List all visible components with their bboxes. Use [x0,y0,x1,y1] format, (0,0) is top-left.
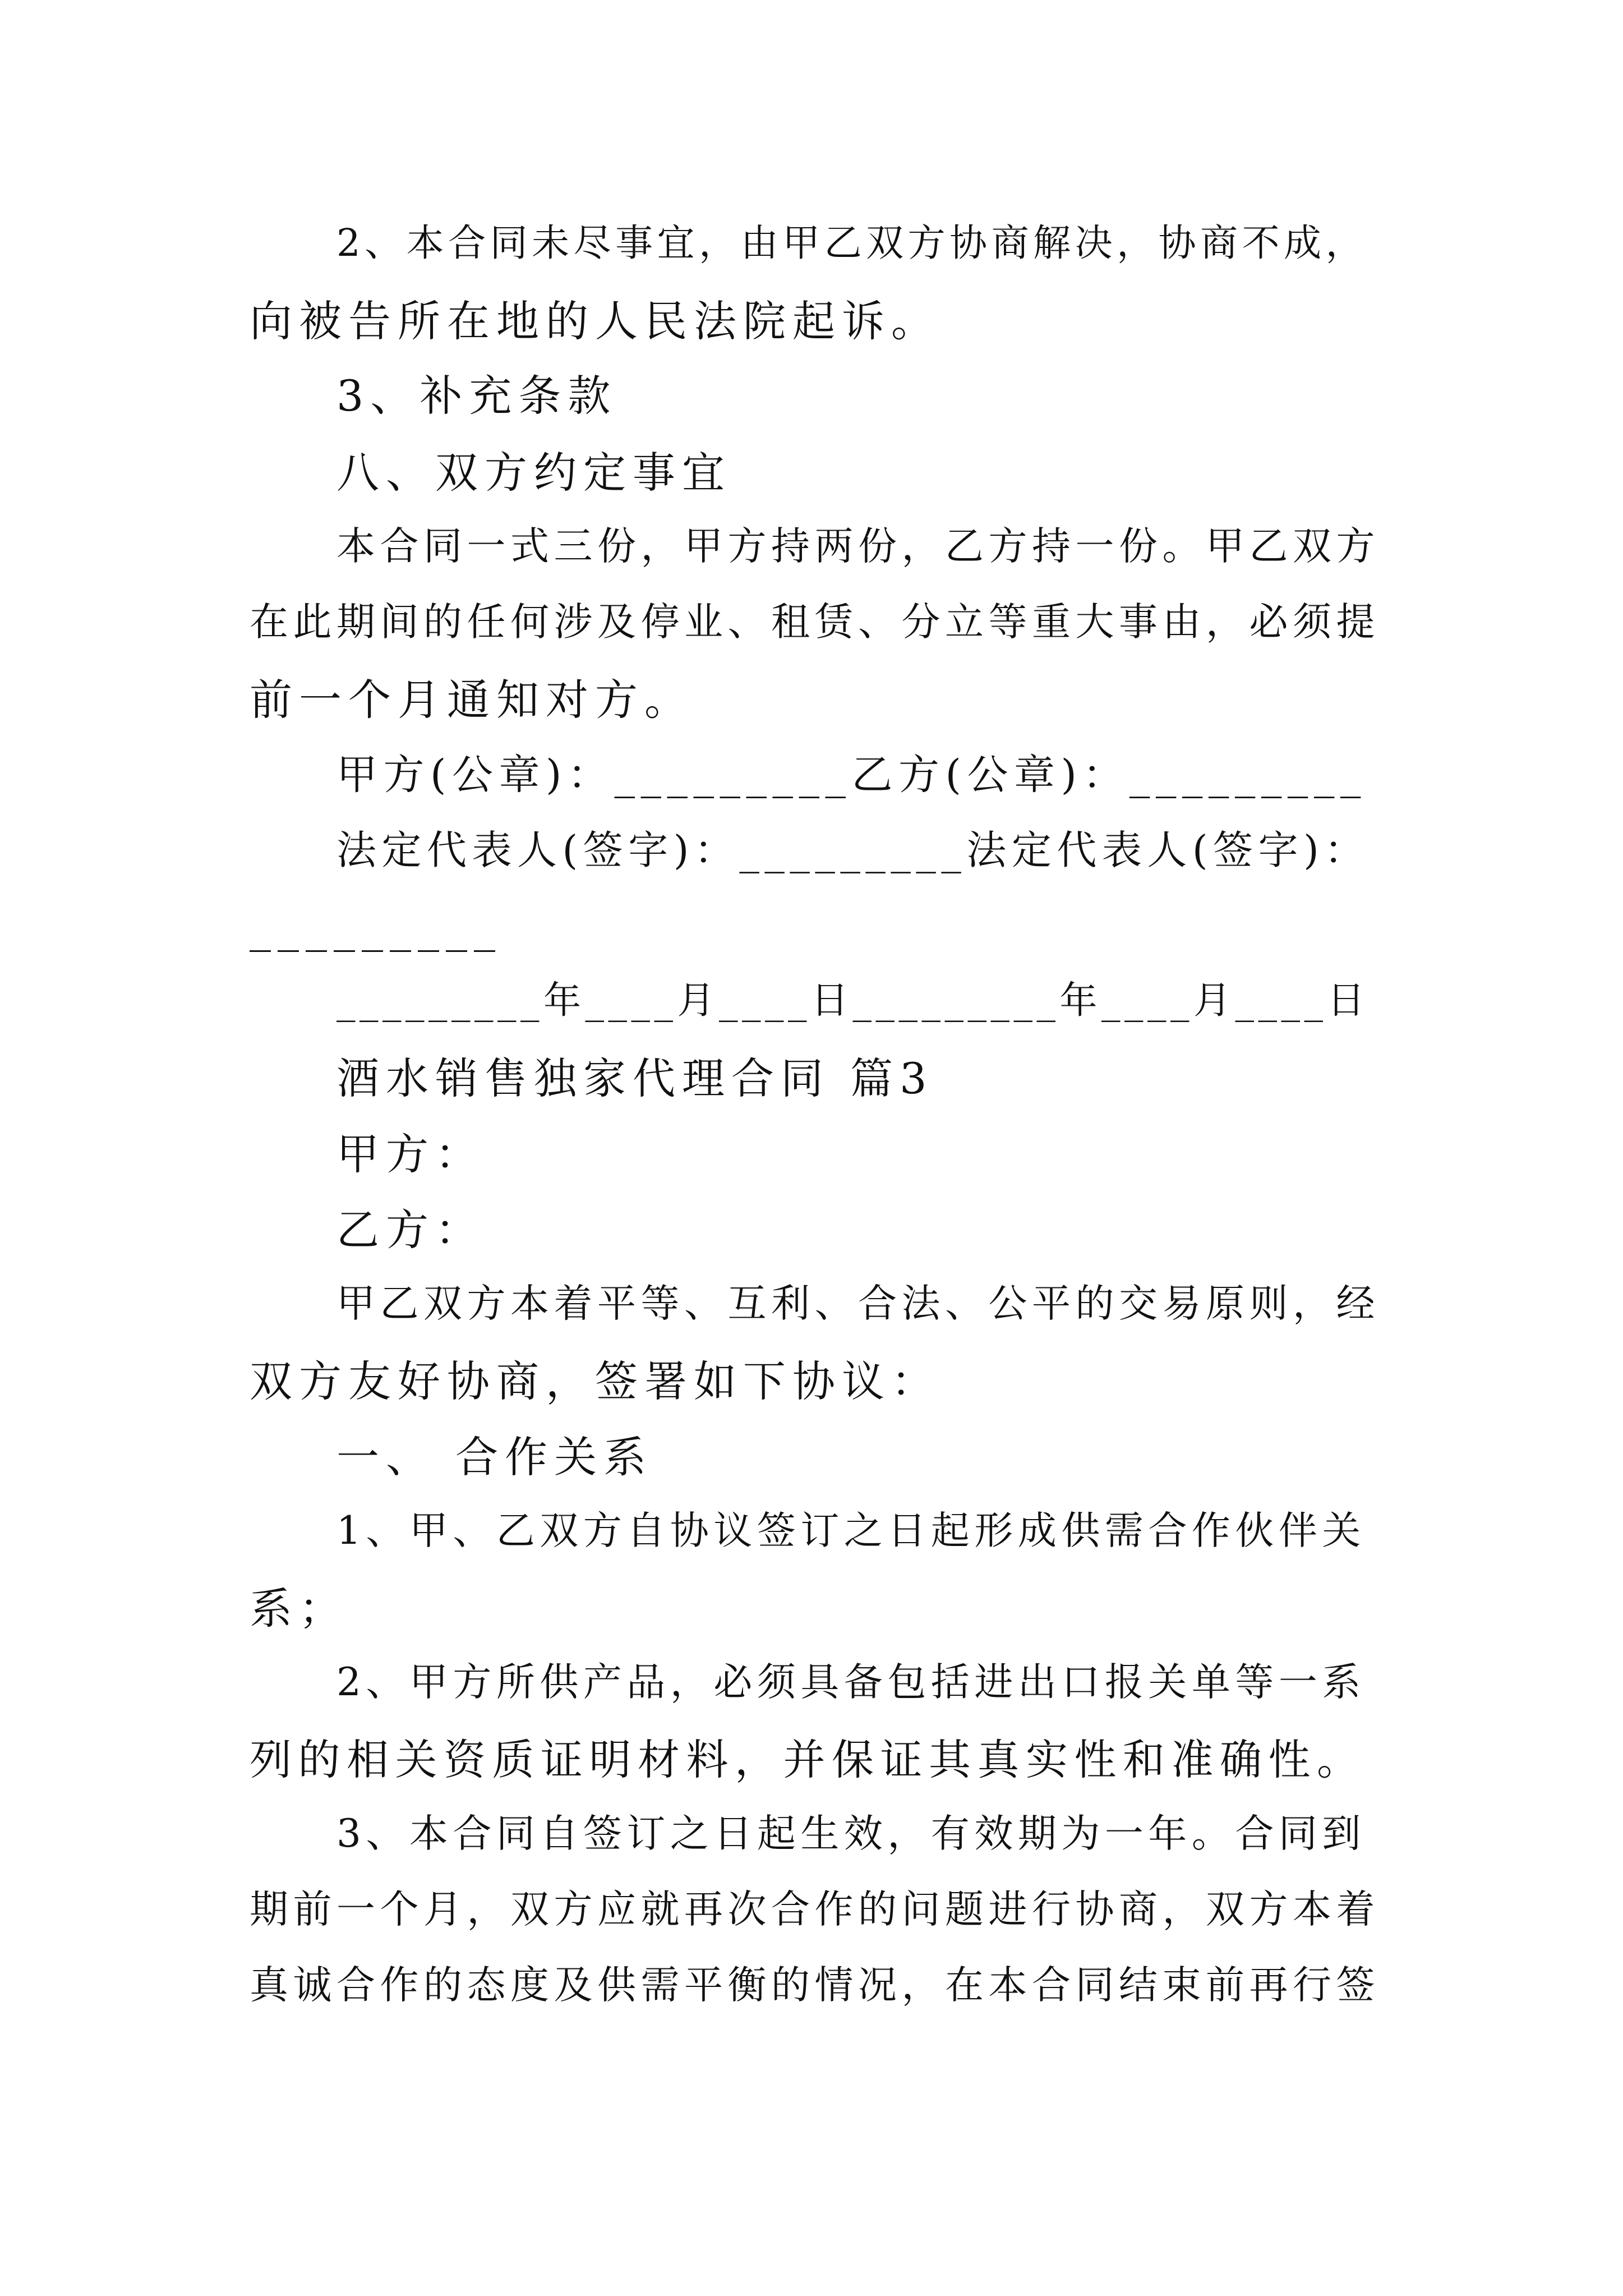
paragraph-line: 系； [250,1584,348,1634]
paragraph-line: 1、甲、乙双方自协议签订之日起形成供需合作伙伴关 [336,1508,1366,1553]
paragraph-line: 2、甲方所供产品，必须具备包括进出口报关单等一系 [336,1660,1366,1705]
section-heading: 一、 合作关系 [336,1432,653,1482]
paragraph-line: 前一个月通知对方。 [250,675,694,725]
paragraph-line: 期前一个月，双方应就再次合作的问题进行协商，双方本着 [250,1887,1380,1932]
signature-blank: _________ [250,902,502,952]
paragraph-line: 3、补充条款 [336,371,617,421]
section-heading: 八、双方约定事宜 [336,448,731,498]
paragraph-line: 本合同一式三份，甲方持两份，乙方持一份。甲乙双方 [336,524,1380,569]
signature-line-seal: 甲方(公章)：_________乙方(公章)：_________ [336,751,1367,799]
paragraph-line: 甲乙双方本着平等、互利、合法、公平的交易原则，经 [336,1281,1380,1326]
paragraph-line: 在此期间的任何涉及停业、租赁、分立等重大事由，必须提 [250,600,1380,645]
paragraph-line: 向被告所在地的人民法院起诉。 [250,296,940,346]
date-line: _________年____月____日_________年____月____日 [336,978,1369,1022]
party-a-label: 甲方： [336,1129,485,1179]
paragraph-line: 2、本合同未尽事宜，由甲乙双方协商解决，协商不成， [336,221,1368,265]
paragraph-line: 3、本合同自签订之日起生效，有效期为一年。合同到 [336,1811,1366,1856]
signature-line-representative: 法定代表人(签字)：_________法定代表人(签字)： [336,827,1370,873]
paragraph-line: 双方友好协商，签署如下协议： [250,1356,940,1406]
paragraph-line: 列的相关资质证明材料，并保证其真实性和准确性。 [250,1735,1366,1784]
paragraph-line: 真诚合作的态度及供需平衡的情况，在本合同结束前再行签 [250,1963,1380,2008]
party-b-label: 乙方： [336,1205,485,1255]
contract-title: 酒水销售独家代理合同 篇3 [336,1053,934,1103]
